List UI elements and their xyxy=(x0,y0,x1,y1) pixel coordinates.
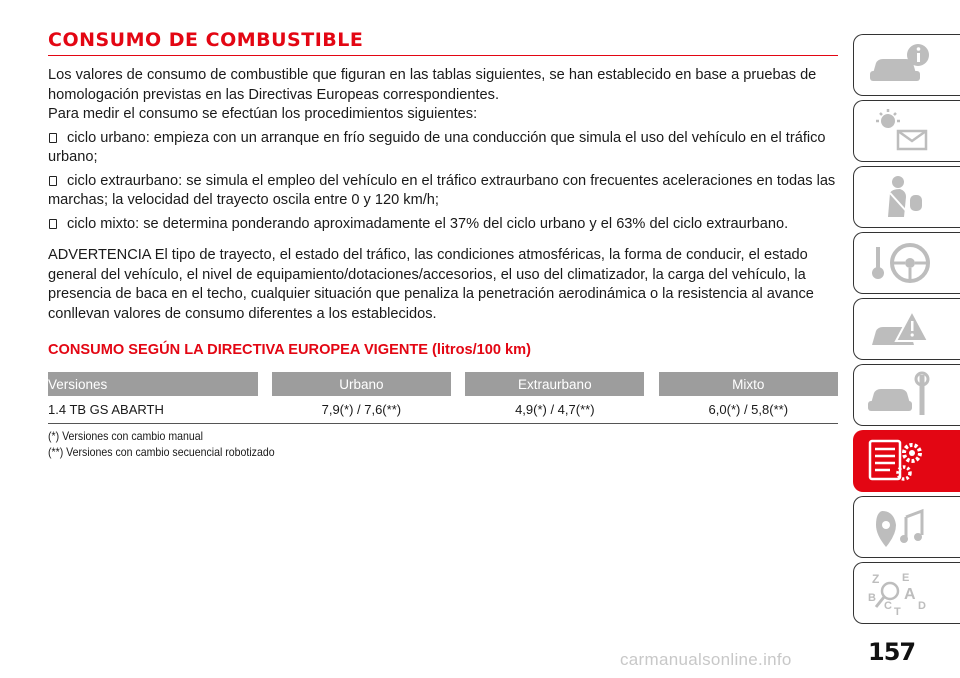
cell-version: 1.4 TB GS ABARTH xyxy=(48,396,258,424)
tab-starting-driving[interactable] xyxy=(853,232,960,294)
dashboard-lights-icon xyxy=(866,107,936,155)
tab-index[interactable] xyxy=(853,562,960,624)
table-notes xyxy=(48,428,838,460)
method-intro: Para medir el consumo se efectúan los procedimientos siguientes: xyxy=(48,106,478,122)
emergency-breakdown-icon xyxy=(866,305,936,353)
tab-multimedia[interactable] xyxy=(853,496,960,558)
svg-text:B: B xyxy=(868,592,876,604)
tab-car-info[interactable] xyxy=(853,34,960,96)
cell-mixto: 6,0(*) / 5,8(**) xyxy=(659,396,838,424)
header-urbano: Urbano xyxy=(272,372,451,396)
svg-text:C: C xyxy=(884,600,892,612)
cell-extraurbano: 4,9(*) / 4,7(**) xyxy=(465,396,644,424)
svg-text:D: D xyxy=(918,600,926,612)
note-robotized: (**) Versiones con cambio secuencial robotizado xyxy=(48,445,275,459)
tab-emergency[interactable] xyxy=(853,298,960,360)
tab-maintenance[interactable] xyxy=(853,364,960,426)
svg-text:A: A xyxy=(904,586,916,603)
warning-paragraph: ADVERTENCIA El tipo de trayecto, el estado del tráfico, las condiciones atmosféricas, la forma de conducir, el estado general del vehículo, el nivel de equipamiento/dotaciones/accesorios, el uso del climatizador, la carga del vehículo, la presencia de baca en el techo, cualquier situación que penaliza la penetración aerodinámica o la resistencia al avance conllevan valores de consumo diferentes a los establecidos. xyxy=(48,247,814,322)
header-mixto: Mixto xyxy=(659,372,838,396)
checkbox-bullet-icon xyxy=(49,176,57,186)
watermark: carmanualsonline.info xyxy=(620,650,792,669)
page-content xyxy=(48,28,838,460)
tab-technical-data[interactable] xyxy=(853,430,960,492)
page-number: 157 xyxy=(868,638,916,666)
car-maintenance-icon xyxy=(866,371,936,419)
checkbox-bullet-icon xyxy=(49,219,57,229)
safety-airbag-icon xyxy=(866,173,936,221)
header-versiones: Versiones xyxy=(48,372,258,396)
cell-urbano: 7,9(*) / 7,6(**) xyxy=(272,396,451,424)
tab-dashboard[interactable] xyxy=(853,100,960,162)
note-manual: (*) Versiones con cambio manual xyxy=(48,429,203,443)
table-title: CONSUMO SEGÚN LA DIRECTIVA EUROPEA VIGENTE (litros/100 km) xyxy=(48,342,532,358)
key-steering-wheel-icon xyxy=(866,239,936,287)
table-row xyxy=(48,396,838,424)
svg-text:E: E xyxy=(902,572,910,584)
table-header-row xyxy=(48,372,838,396)
bullet-extraurban: ciclo extraurbano: se simula el empleo del vehículo en el tráfico extraurbano con frecuentes aceleraciones en todas las marchas; la velocidad del trayecto oscila entre 0 y 120 km/h; xyxy=(48,172,836,208)
consumption-table xyxy=(48,372,838,424)
bullet-urban: ciclo urbano: empieza con un arranque en frío seguido de una conducción que simula el uso del vehículo en el tráfico urbano; xyxy=(48,129,826,165)
checkbox-bullet-icon xyxy=(49,133,57,143)
svg-text:Z: Z xyxy=(872,572,880,586)
car-info-icon xyxy=(866,41,936,89)
multimedia-icon xyxy=(866,503,936,551)
index-icon xyxy=(866,569,936,617)
bullet-mixed: ciclo mixto: se determina ponderando aproximadamente el 37% del ciclo urbano y el 63% del ciclo extraurbano. xyxy=(48,215,838,235)
svg-text:T: T xyxy=(894,606,901,617)
technical-data-icon xyxy=(866,437,936,485)
tab-safety[interactable] xyxy=(853,166,960,228)
intro-paragraph: Los valores de consumo de combustible que figuran en las tablas siguientes, se han establecido en base a pruebas de homologación previstas en las Directivas Europeas correspondientes. xyxy=(48,67,817,103)
header-extraurbano: Extraurbano xyxy=(465,372,644,396)
section-title: CONSUMO DE COMBUSTIBLE xyxy=(48,28,838,56)
